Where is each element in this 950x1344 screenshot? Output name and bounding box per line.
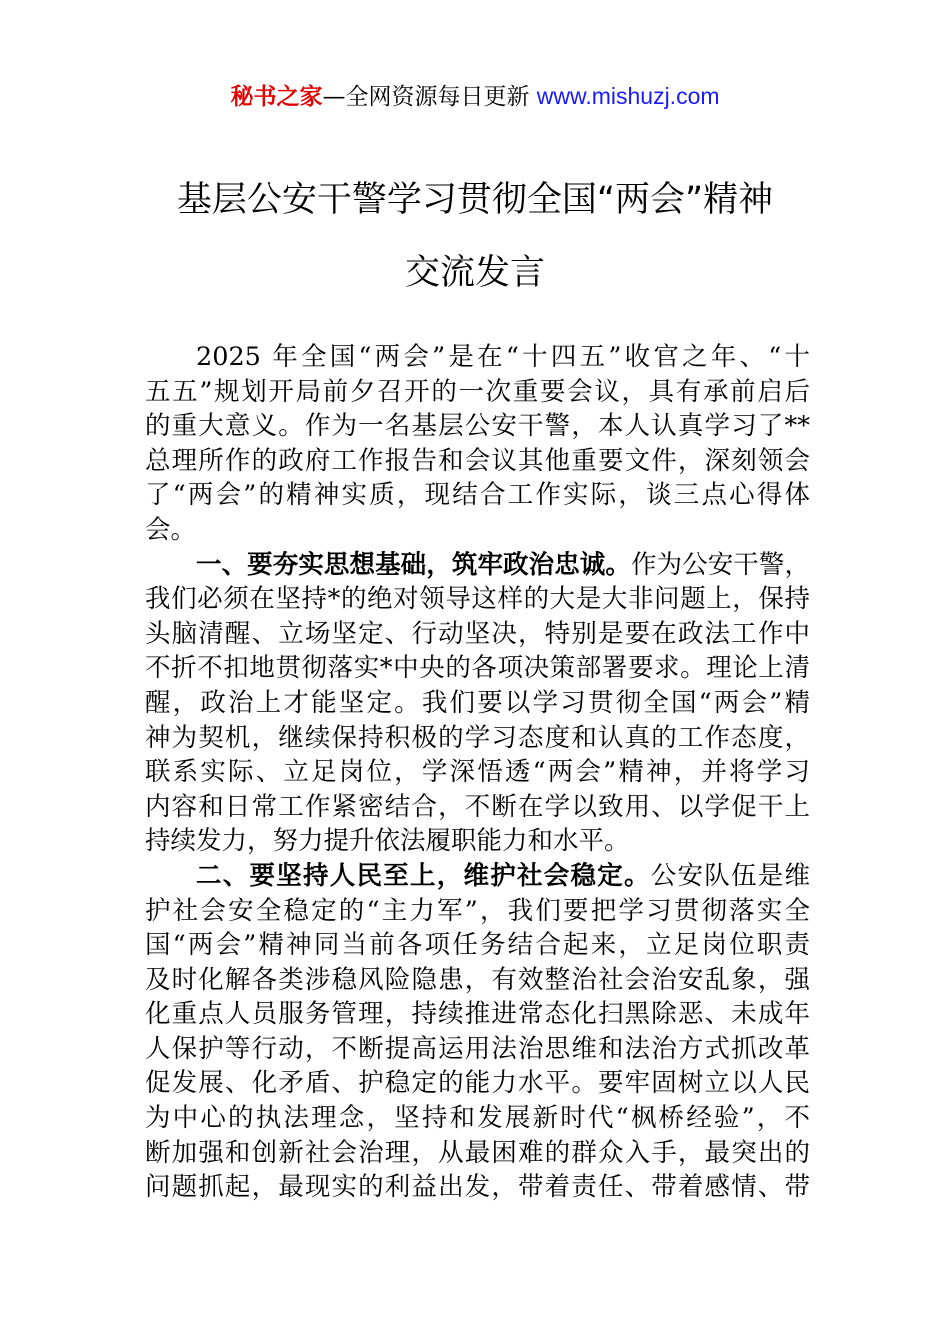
section-1-heading: 一、要夯实思想基础，筑牢政治忠诚。 bbox=[196, 549, 631, 580]
paragraph-2-line: 持续发力，努力提升依法履职能力和水平。 bbox=[145, 826, 630, 857]
paragraph-3-line: 及时化解各类涉稳风险隐患，有效整治社会治安乱象，强 bbox=[145, 964, 810, 995]
site-header bbox=[0, 80, 950, 113]
paragraph-3-line: 公安队伍是维 bbox=[650, 860, 810, 891]
document-title-line-1: 基层公安干警学习贯彻全国“两会”精神 bbox=[176, 180, 774, 220]
paragraph-3-line: 化重点人员服务管理，持续推进常态化扫黑除恶、未成年 bbox=[145, 999, 810, 1030]
paragraph-1-line: 总理所作的政府工作报告和会议其他重要文件，深刻领会 bbox=[145, 445, 810, 476]
paragraph-2-first-line bbox=[145, 548, 810, 583]
paragraph-1-line: 会。 bbox=[145, 514, 197, 545]
paragraph-2-line: 联系实际、立足岗位，学深悟透“两会”精神，并将学习 bbox=[145, 757, 810, 788]
paragraph-2-line: 醒，政治上才能坚定。我们要以学习贯彻全国“两会”精 bbox=[145, 687, 810, 718]
paragraph-3-line: 护社会安全稳定的“主力军”，我们要把学习贯彻落实全 bbox=[145, 895, 810, 926]
paragraph-3-line: 国“两会”精神同当前各项任务结合起来，立足岗位职责 bbox=[145, 930, 810, 961]
paragraph-2-line: 头脑清醒、立场坚定、行动坚决，特别是要在政法工作中 bbox=[145, 618, 810, 649]
paragraph-2-line: 不折不扣地贯彻落实*中央的各项决策部署要求。理论上清 bbox=[145, 653, 810, 684]
site-url-link[interactable]: www.mishuzj.com bbox=[536, 83, 720, 109]
paragraph-1-line: 2025 年全国“两会”是在“十四五”收官之年、“十 bbox=[196, 342, 810, 372]
paragraph-3-line: 为中心的执法理念，坚持和发展新时代“枫桥经验”，不 bbox=[145, 1103, 810, 1134]
document-title-line-2: 交流发言 bbox=[404, 253, 545, 293]
document-body bbox=[145, 340, 810, 1205]
paragraph-2-line: 神为契机，继续保持积极的学习态度和认真的工作态度， bbox=[145, 722, 810, 753]
site-tagline: —全网资源每日更新 bbox=[322, 84, 537, 110]
paragraph-2-line: 我们必须在坚持*的绝对领导这样的大是大非问题上，保持 bbox=[145, 584, 810, 615]
paragraph-2-line: 作为公安干警， bbox=[630, 549, 810, 580]
paragraph-3-line: 问题抓起，最现实的利益出发，带着责任、带着感情、带 bbox=[145, 1172, 810, 1203]
paragraph-3-line: 促发展、化矛盾、护稳定的能力水平。要牢固树立以人民 bbox=[145, 1068, 810, 1099]
paragraph-2-line: 内容和日常工作紧密结合，不断在学以致用、以学促干上 bbox=[145, 791, 810, 822]
site-brand: 秘书之家 bbox=[230, 84, 323, 110]
paragraph-3-line: 断加强和创新社会治理，从最困难的群众入手，最突出的 bbox=[145, 1137, 810, 1168]
paragraph-1-line: 五五”规划开局前夕召开的一次重要会议，具有承前启后 bbox=[145, 376, 810, 407]
section-2-heading: 二、要坚持人民至上，维护社会稳定。 bbox=[196, 860, 651, 891]
paragraph-3-line: 人保护等行动，不断提高运用法治思维和法治方式抓改革 bbox=[145, 1033, 810, 1064]
paragraph-3-first-line bbox=[145, 859, 810, 894]
paragraph-1-line: 了“两会”的精神实质，现结合工作实际，谈三点心得体 bbox=[145, 480, 810, 511]
paragraph-1-line: 的重大意义。作为一名基层公安干警，本人认真学习了** bbox=[145, 411, 810, 442]
